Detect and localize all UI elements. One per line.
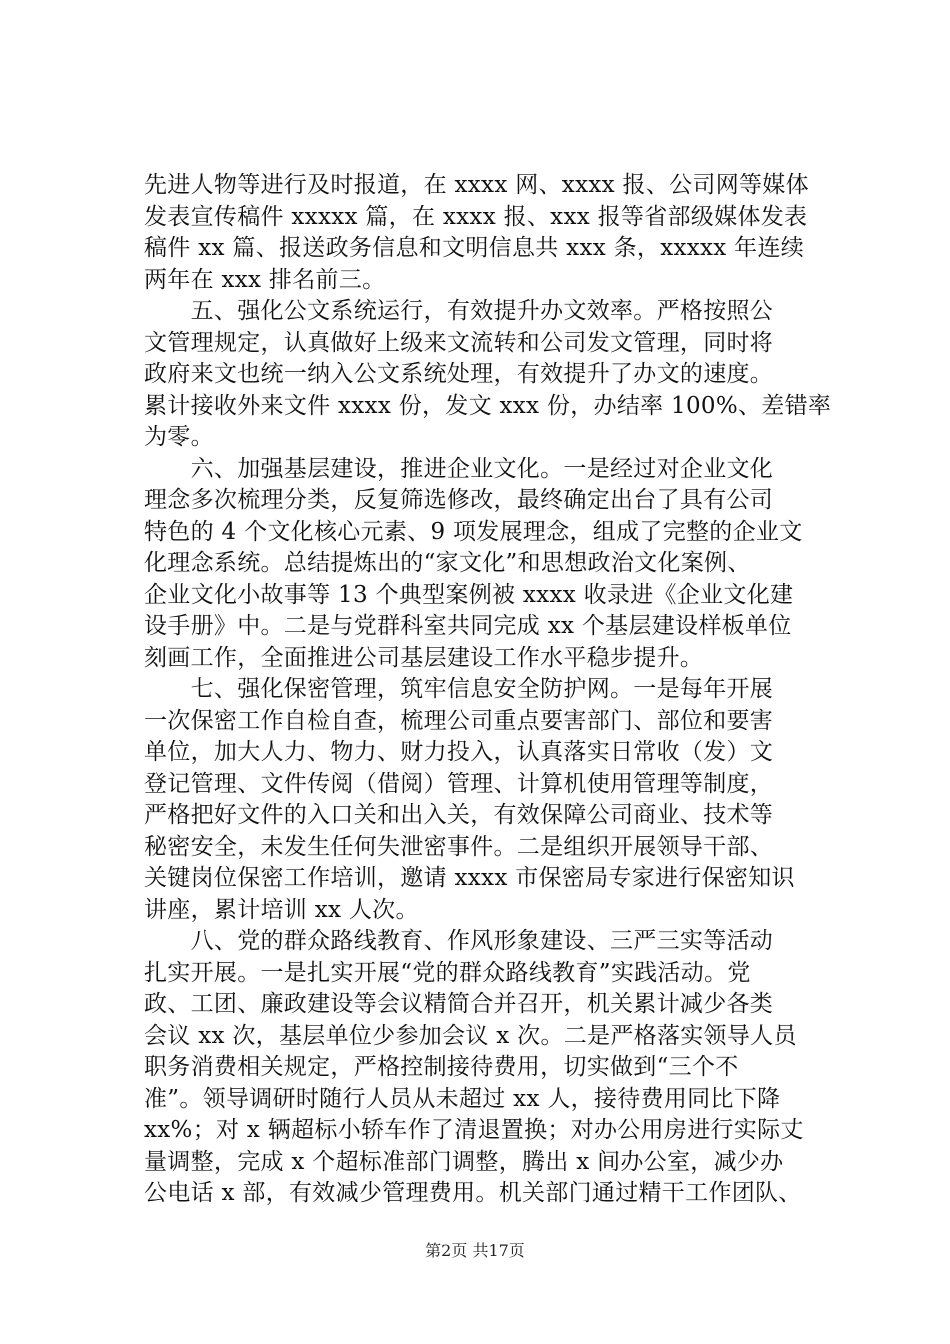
text-line: xx%；对 x 辆超标小轿车作了清退置换；对办公用房进行实际丈 xyxy=(144,1117,804,1143)
text-line: 为零。 xyxy=(144,424,214,450)
text-line: 六、加强基层建设，推进企业文化。一是经过对企业文化 xyxy=(144,455,774,482)
text-line: 一次保密工作自检自查，梳理公司重点要害部门、部位和要害 xyxy=(144,707,774,734)
text-line: 理念多次梳理分类，反复筛选修改，最终确定出台了具有公司 xyxy=(144,487,774,513)
text-line: 准”。领导调研时随行人员从未超过 xx 人，接待费用同比下降 xyxy=(144,1085,781,1112)
text-line: 七、强化保密管理，筑牢信息安全防护网。一是每年开展 xyxy=(144,676,774,702)
text-line: 政、工团、廉政建设等会议精简合并召开，机关累计减少各类 xyxy=(144,991,774,1017)
text-line: 设手册》中。二是与党群科室共同完成 xx 个基层建设样板单位 xyxy=(144,613,792,639)
text-line: 累计接收外来文件 xxxx 份，发文 xxx 份，办结率 100%、差错率 xyxy=(144,392,832,419)
text-line: 文管理规定，认真做好上级来文流转和公司发文管理，同时将 xyxy=(144,329,774,356)
text-line: 发表宣传稿件 xxxxx 篇，在 xxxx 报、xxx 报等省部级媒体发表 xyxy=(144,203,808,230)
text-line: 刻画工作，全面推进公司基层建设工作水平稳步提升。 xyxy=(144,644,704,671)
text-line: 两年在 xxx 排名前三。 xyxy=(144,266,386,293)
text-line: 五、强化公文系统运行，有效提升办文效率。严格按照公 xyxy=(144,298,774,324)
text-line: 讲座，累计培训 xx 人次。 xyxy=(144,896,419,923)
text-line: 化理念系统。总结提炼出的“家文化”和思想政治文化案例、 xyxy=(144,550,751,576)
text-line: 扎实开展。一是扎实开展“党的群众路线教育”实践活动。党 xyxy=(144,959,751,986)
text-line: 登记管理、文件传阅（借阅）管理、计算机使用管理等制度， xyxy=(144,770,774,797)
text-line: 公电话 x 部，有效减少管理费用。机关部门通过精干工作团队、 xyxy=(144,1180,802,1206)
text-line: 企业文化小故事等 13 个典型案例被 xxxx 收录进《企业文化建 xyxy=(144,581,794,608)
text-line: 单位，加大人力、物力、财力投入，认真落实日常收（发）文 xyxy=(144,739,774,765)
text-line: 秘密安全，未发生任何失泄密事件。二是组织开展领导干部、 xyxy=(144,833,774,860)
text-line: 职务消费相关规定，严格控制接待费用，切实做到“三个不 xyxy=(144,1054,739,1080)
text-line: 稿件 xx 篇、报送政务信息和文明信息共 xxx 条，xxxxx 年连续 xyxy=(144,235,805,261)
text-line: 八、党的群众路线教育、作风形象建设、三严三实等活动 xyxy=(144,928,774,954)
text-line: 会议 xx 次，基层单位少参加会议 x 次。二是严格落实领导人员 xyxy=(144,1022,797,1049)
text-line: 先进人物等进行及时报道，在 xxxx 网、xxxx 报、公司网等媒体 xyxy=(144,172,809,198)
page-footer: 第2页 共17页 xyxy=(425,1241,525,1260)
document-body xyxy=(144,170,844,1210)
text-line: 政府来文也统一纳入公文系统处理，有效提升了办文的速度。 xyxy=(144,361,774,387)
text-line: 特色的 4 个文化核心元素、9 项发展理念，组成了完整的企业文 xyxy=(144,518,803,545)
text-line: 关键岗位保密工作培训，邀请 xxxx 市保密局专家进行保密知识 xyxy=(144,865,795,891)
text-line: 量调整，完成 x 个超标准部门调整，腾出 x 间办公室，减少办 xyxy=(144,1148,784,1175)
text-line: 严格把好文件的入口关和出入关，有效保障公司商业、技术等 xyxy=(144,802,774,828)
